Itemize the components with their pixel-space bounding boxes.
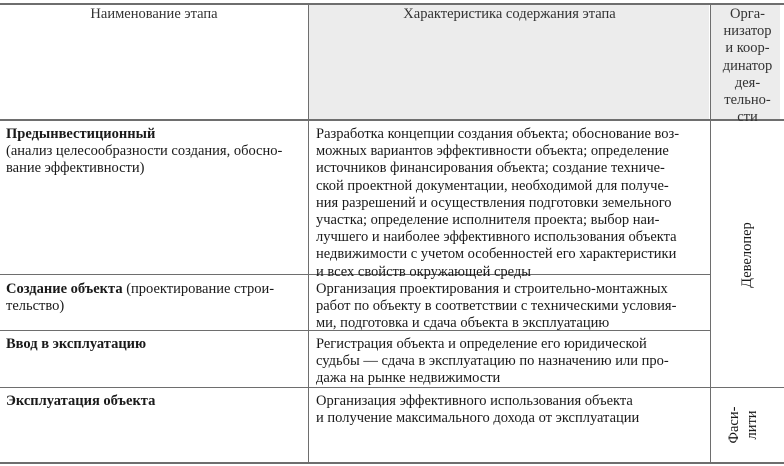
col-divider-1 [308, 4, 309, 462]
stage-desc-construction: Организация проектирования и строительно-монтажных работ по объекту в соответствии с техническими условия- ми, подготовка и сдача объекта в эксплуатацию [316, 281, 677, 332]
stage-name-commissioning: Ввод в эксплуатацию [6, 336, 147, 352]
rule-top [0, 3, 784, 5]
stage-name-operation: Эксплуатация объекта [6, 393, 156, 409]
rule-bottom [0, 462, 784, 464]
stage-name-construction: Создание объекта (проектирование строи- тельство) [6, 281, 275, 315]
coordinator-facility: Фаси- лити [726, 406, 760, 444]
header-stage-characteristic: Характеристика содержания этапа [403, 6, 616, 22]
header-coordinator: Орга- низатор и коор- динатор дея- тельно- сти [722, 6, 773, 126]
stage-desc-commissioning: Регистрация объекта и определение его юридической судьбы — сдача в эксплуатацию по назначению или про- дажа на рынке недвижимости [316, 336, 669, 387]
rule-header [0, 119, 784, 121]
header-stage-name: Наименование этапа [90, 6, 218, 22]
coordinator-developer: Девелопер [739, 222, 755, 288]
stage-desc-preinvestment: Разработка концепции создания объекта; обоснование воз- можных вариантов эффективности объекта; определение источников финансирования объекта; создание техниче- ской проектной документации, необходимой для получе- ния разрешений и осуществления подготовки земельного участка; определение исполнителя проекта; выбор наи- лучшего и наиболее эффективного использования объекта недвижимости с учетом особенностей его характеристики и всех свойств окружающей среды [316, 126, 680, 280]
stage-desc-operation: Организация эффективного использования объекта и получение максимального дохода от эксплуатации [316, 393, 640, 427]
stage-name-preinvestment: Предынвестиционный (анализ целесообразности создания, обосно- вание эффективности) [6, 126, 283, 177]
